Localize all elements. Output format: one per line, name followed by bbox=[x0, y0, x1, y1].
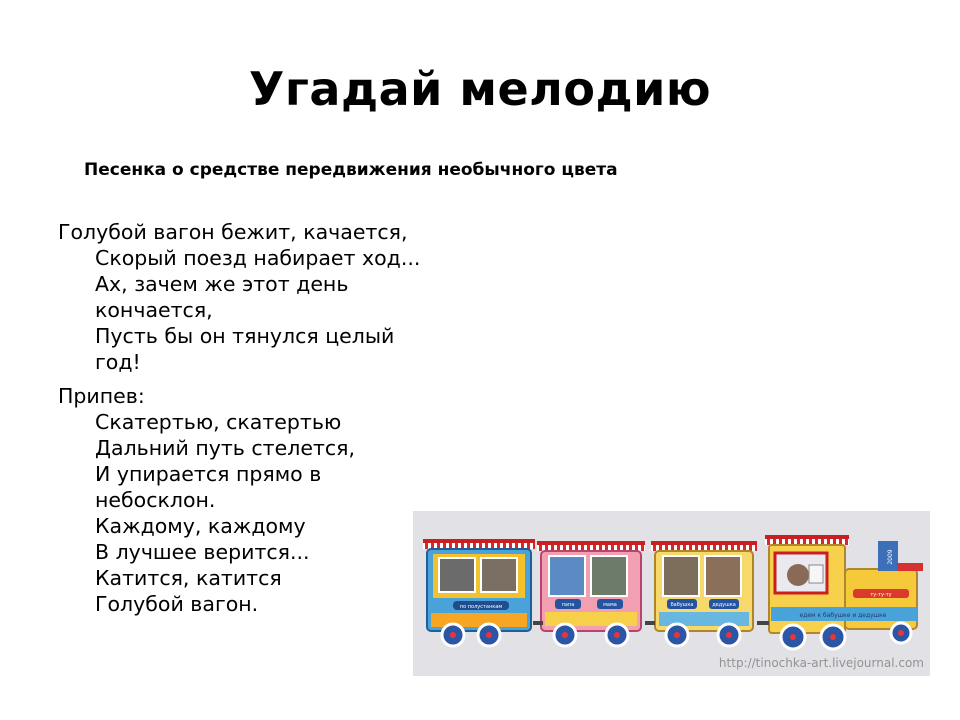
chorus-line: Каждому, каждому bbox=[95, 514, 306, 538]
toy-train-photo bbox=[413, 511, 930, 676]
engine-horn-label: ту-ту-ту bbox=[870, 592, 892, 598]
train-illustration bbox=[413, 511, 930, 676]
verse-line: кончается, bbox=[95, 298, 213, 322]
song-lyrics bbox=[58, 219, 438, 617]
year-label: 2009 bbox=[887, 549, 894, 565]
verse-line: Скорый поезд набирает ход... bbox=[95, 246, 421, 270]
chorus-line: Дальний путь стелется, bbox=[95, 436, 356, 460]
engine-label: едем к бабушке и дедушке bbox=[799, 612, 887, 619]
wagon-3 bbox=[651, 541, 757, 646]
wagon-label: дедушка bbox=[712, 602, 736, 608]
wagon-label: по полустанкам bbox=[459, 604, 503, 610]
wagon-1 bbox=[423, 539, 535, 646]
chorus-label: Припев: bbox=[58, 384, 145, 408]
chorus-line: Скатертью, скатертью bbox=[95, 410, 342, 434]
verse-line: Пусть бы он тянулся целый bbox=[95, 324, 395, 348]
slide-subtitle: Песенка о средстве передвижения необычного цвета bbox=[84, 160, 618, 180]
chorus-line: небосклон. bbox=[95, 488, 216, 512]
verse-line: Ах, зачем же этот день bbox=[95, 272, 349, 296]
verse-first-line: Голубой вагон бежит, качается, bbox=[58, 220, 408, 244]
slide-title: Угадай мелодию bbox=[248, 62, 712, 116]
wagon-2 bbox=[537, 541, 645, 646]
wagon-label: мама bbox=[603, 602, 617, 608]
chorus-line: Катится, катится bbox=[95, 566, 282, 590]
wagon-label: бабушка bbox=[670, 602, 694, 608]
chorus-line: Голубой вагон. bbox=[95, 592, 259, 616]
chorus-line: В лучшее верится... bbox=[95, 540, 310, 564]
wagon-label: папа bbox=[561, 602, 575, 608]
chorus-line: И упирается прямо в bbox=[95, 462, 322, 486]
verse-line: год! bbox=[95, 350, 141, 374]
photo-watermark: http://tinochka-art.livejournal.com bbox=[718, 656, 924, 670]
